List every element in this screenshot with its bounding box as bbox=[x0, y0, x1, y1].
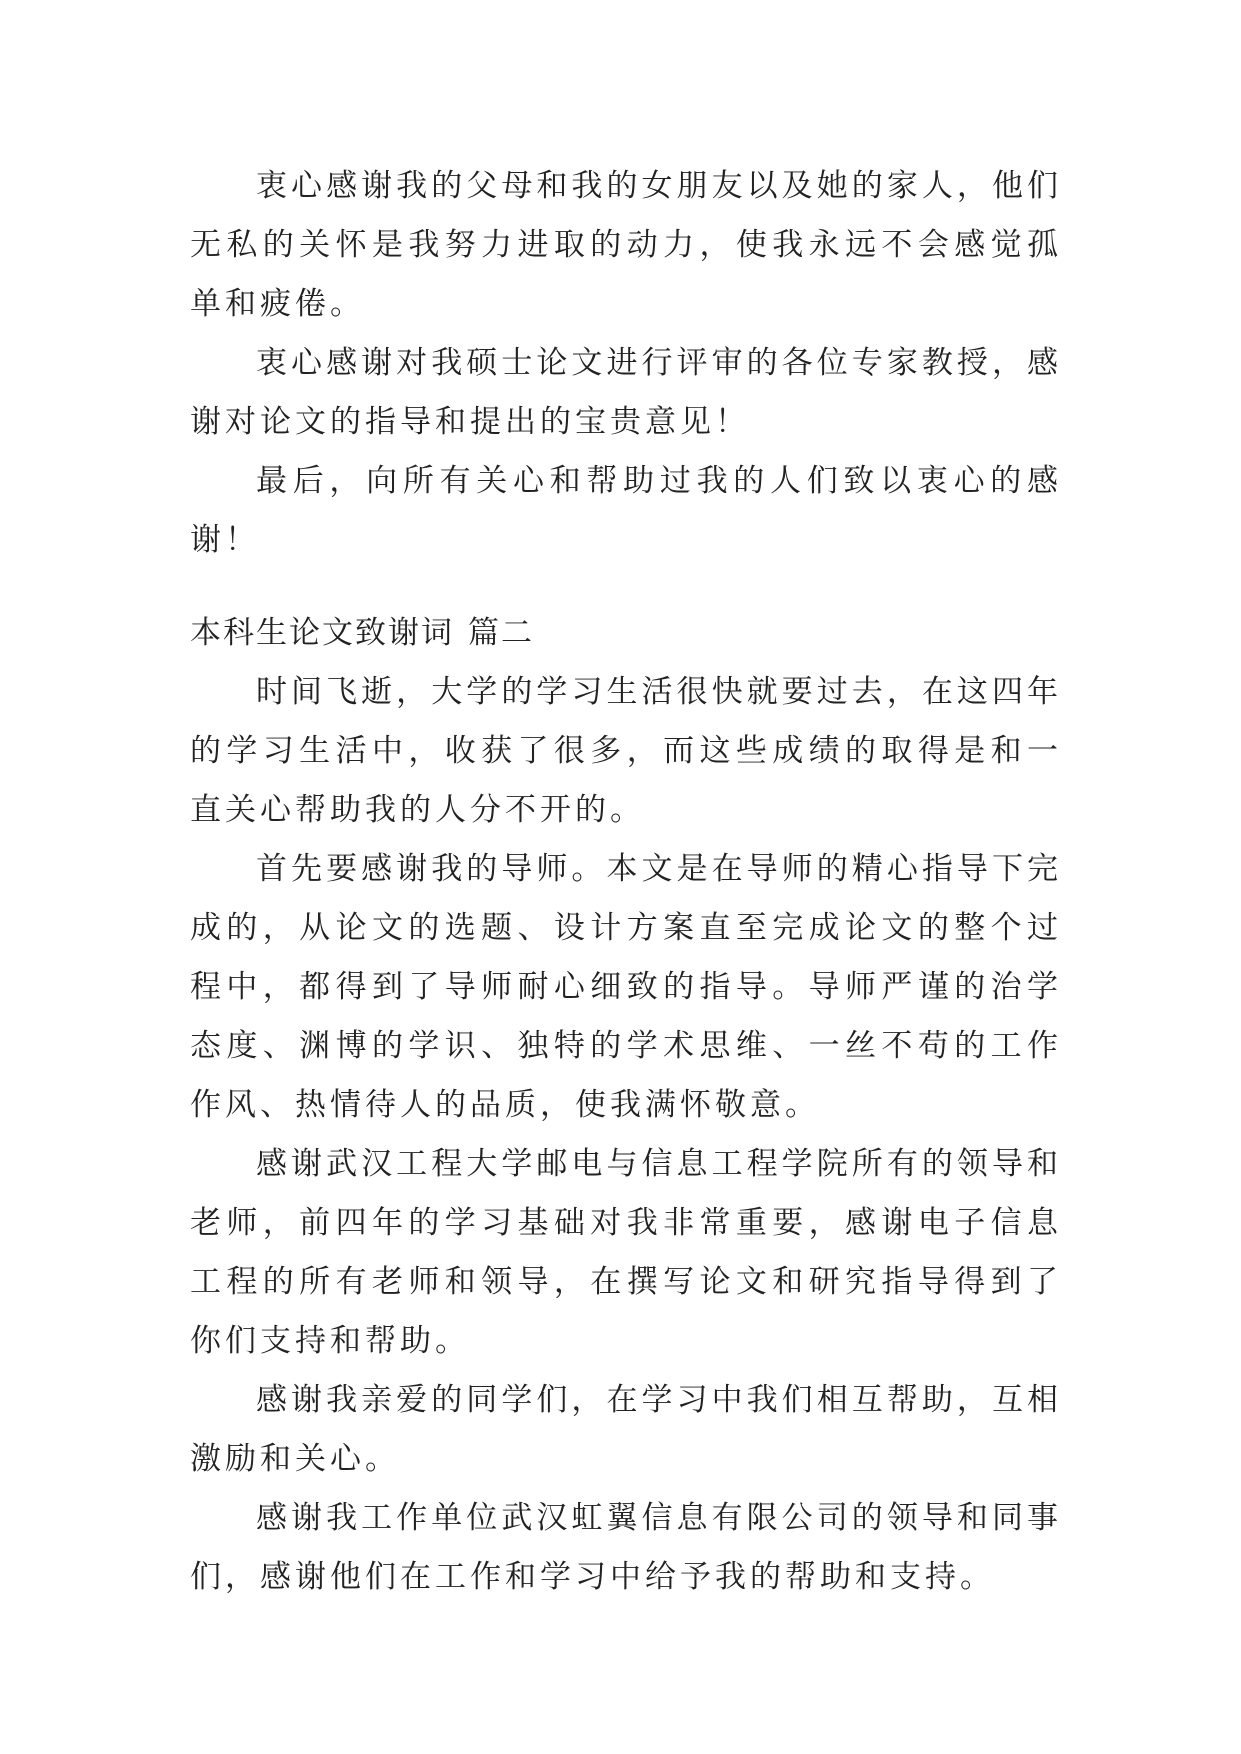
section-subtitle: 篇二 bbox=[468, 615, 534, 651]
paragraph-thanks-reviewers: 衷心感谢对我硕士论文进行评审的各位专家教授，感谢对论文的指导和提出的宝贵意见！ bbox=[190, 345, 1062, 440]
paragraph-thanks-college: 感谢武汉工程大学邮电与信息工程学院所有的领导和老师，前四年的学习基础对我非常重要，感谢电子信息工程的所有老师和领导，在撰写论文和研究指导得到了你们支持和帮助。 bbox=[190, 1146, 1062, 1359]
section-title: 本科生论文致谢词 bbox=[190, 615, 454, 651]
section-heading bbox=[190, 604, 1062, 663]
paragraph-thanks-all: 最后，向所有关心和帮助过我的人们致以衷心的感谢！ bbox=[190, 463, 1062, 558]
paragraph-thanks-advisor: 首先要感谢我的导师。本文是在导师的精心指导下完成的，从论文的选题、设计方案直至完成论文的整个过程中，都得到了导师耐心细致的指导。导师严谨的治学态度、渊博的学识、独特的学术思维、一丝不苟的工作作风、热情待人的品质，使我满怀敬意。 bbox=[190, 851, 1062, 1123]
paragraph-thanks-colleagues: 感谢我工作单位武汉虹翼信息有限公司的领导和同事们，感谢他们在工作和学习中给予我的帮助和支持。 bbox=[190, 1500, 1062, 1595]
paragraph-time-flies: 时间飞逝，大学的学习生活很快就要过去，在这四年的学习生活中，收获了很多，而这些成绩的取得是和一直关心帮助我的人分不开的。 bbox=[190, 674, 1062, 828]
paragraph-thanks-family: 衷心感谢我的父母和我的女朋友以及她的家人，他们无私的关怀是我努力进取的动力，使我永远不会感觉孤单和疲倦。 bbox=[190, 168, 1062, 322]
document-body bbox=[190, 157, 1062, 1607]
paragraph-thanks-classmates: 感谢我亲爱的同学们，在学习中我们相互帮助，互相激励和关心。 bbox=[190, 1382, 1062, 1477]
